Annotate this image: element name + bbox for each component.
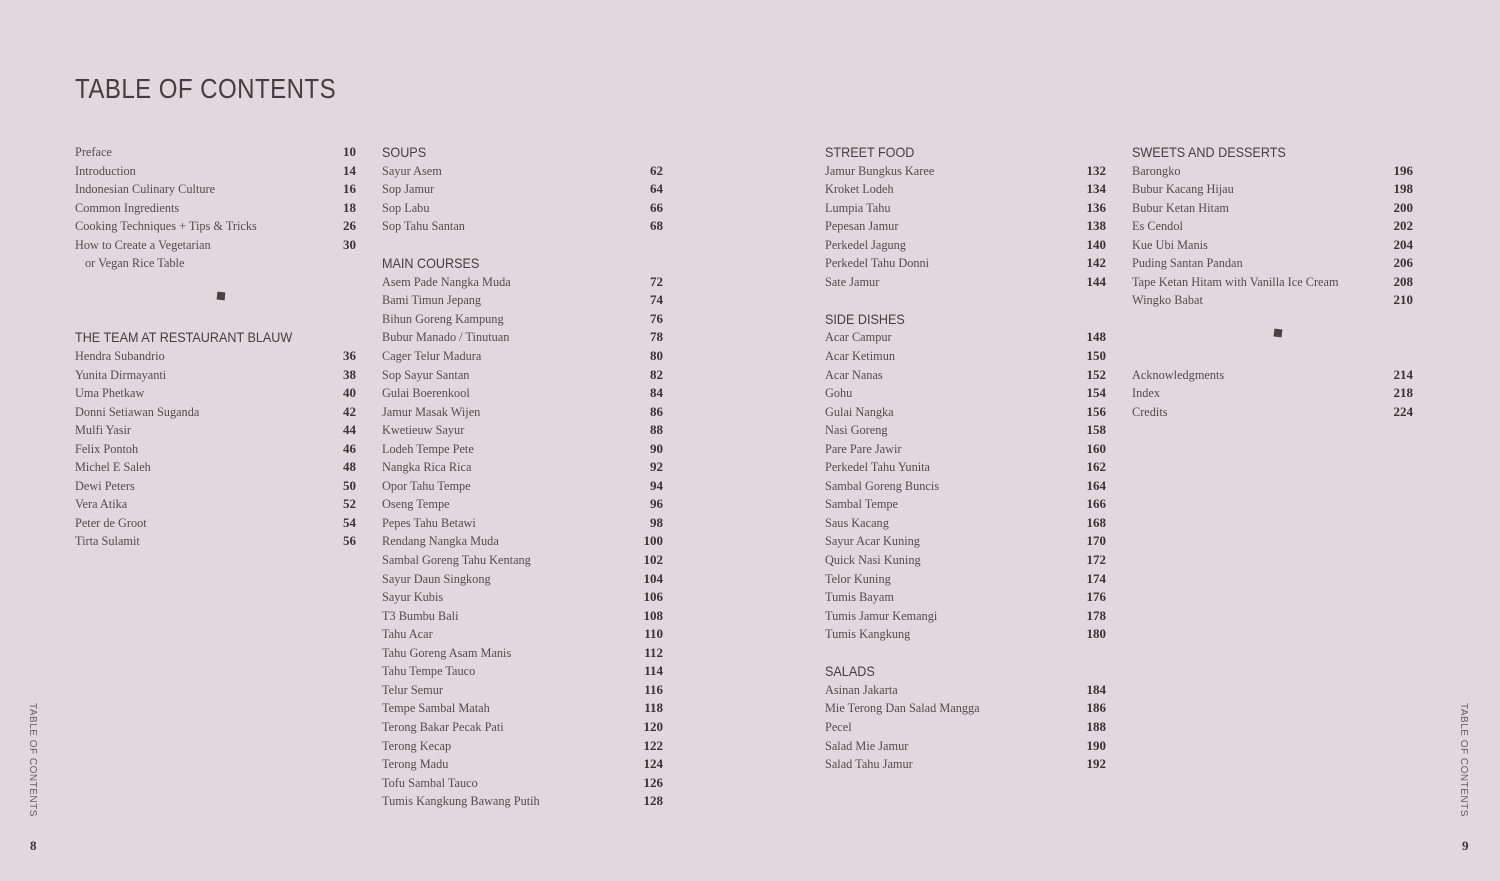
toc-entry-page: 168 xyxy=(1086,514,1106,530)
toc-entry-page: 98 xyxy=(650,514,663,530)
toc-entry-title: Donni Setiawan Suganda xyxy=(75,404,200,419)
toc-entry-title: Acar Campur xyxy=(825,330,892,345)
toc-entry-page: 92 xyxy=(650,459,663,475)
toc-entry xyxy=(1132,236,1413,255)
toc-entry-title: Indonesian Culinary Culture xyxy=(75,182,216,197)
toc-entry-title: Tumis Kangkung Bawang Putih xyxy=(382,794,540,809)
toc-entry xyxy=(382,625,663,644)
toc-entry xyxy=(382,495,663,514)
toc-entry-title: Michel E Saleh xyxy=(75,460,151,475)
section-heading-team: THE TEAM AT RESTAURANT BLAUW xyxy=(75,329,293,346)
salads-list xyxy=(825,681,1106,774)
toc-entry-page: 114 xyxy=(644,663,663,679)
toc-entry xyxy=(1132,403,1413,422)
toc-entry-title: Tirta Sulamit xyxy=(75,534,140,549)
toc-entry-page: 110 xyxy=(644,626,663,642)
toc-entry-title: Gohu xyxy=(825,386,853,401)
toc-entry-title: Sayur Asem xyxy=(382,163,442,178)
toc-entry xyxy=(825,180,1106,199)
toc-entry-title: Tumis Kangkung xyxy=(825,627,911,642)
toc-entry-title: Perkedel Tahu Donni xyxy=(825,256,930,271)
toc-entry-title: Bami Timun Jepang xyxy=(382,293,482,308)
toc-entry-page: 36 xyxy=(343,348,356,364)
toc-entry xyxy=(825,718,1106,737)
toc-column-3 xyxy=(825,143,1106,774)
toc-entry-title: Pepes Tahu Betawi xyxy=(382,515,476,530)
toc-entry xyxy=(825,737,1106,756)
toc-entry xyxy=(825,199,1106,218)
toc-entry xyxy=(825,625,1106,644)
toc-entry xyxy=(382,774,663,793)
toc-entry-page: 128 xyxy=(643,793,663,809)
toc-entry-page: 14 xyxy=(343,162,356,178)
toc-entry-page: 184 xyxy=(1086,681,1106,697)
toc-entry-page: 10 xyxy=(343,144,356,159)
toc-entry xyxy=(382,737,663,756)
toc-entry xyxy=(75,199,356,218)
toc-entry xyxy=(825,403,1106,422)
toc-entry-title: Sayur Kubis xyxy=(382,590,444,605)
toc-entry xyxy=(382,291,663,310)
toc-entry-page: 218 xyxy=(1393,385,1413,401)
toc-entry-page: 170 xyxy=(1086,533,1106,549)
toc-entry xyxy=(1132,180,1413,199)
toc-entry-title: Acknowledgments xyxy=(1132,367,1225,382)
toc-entry-page: 132 xyxy=(1086,162,1106,178)
toc-entry-title: Terong Madu xyxy=(382,757,449,772)
toc-entry xyxy=(825,477,1106,496)
page-number-left: 8 xyxy=(30,838,37,853)
toc-entry xyxy=(825,495,1106,514)
toc-entry-page: 206 xyxy=(1393,255,1413,271)
toc-entry-page: 214 xyxy=(1393,366,1413,382)
toc-entry xyxy=(382,570,663,589)
toc-entry xyxy=(825,366,1106,385)
toc-entry xyxy=(75,236,356,255)
toc-column-4 xyxy=(1132,143,1413,421)
toc-entry-page: 26 xyxy=(343,218,356,234)
toc-entry xyxy=(382,588,663,607)
main-courses-list xyxy=(382,273,663,811)
toc-entry xyxy=(382,273,663,292)
front-matter-list xyxy=(75,143,356,273)
toc-entry-title: Salad Mie Jamur xyxy=(825,738,909,753)
side-dishes-list xyxy=(825,328,1106,643)
toc-entry-title: Pare Pare Jawir xyxy=(825,441,902,456)
toc-entry-title: T3 Bumbu Bali xyxy=(382,608,459,623)
toc-entry-title: Tahu Goreng Asam Manis xyxy=(382,645,512,660)
toc-entry-page: 200 xyxy=(1393,199,1413,215)
toc-entry-title: Asinan Jakarta xyxy=(825,682,898,697)
toc-entry-page: 118 xyxy=(644,700,663,716)
toc-entry xyxy=(1132,162,1413,181)
toc-entry xyxy=(825,570,1106,589)
toc-entry-title: Telor Kuning xyxy=(825,571,891,586)
toc-entry-page: 148 xyxy=(1086,329,1106,345)
toc-entry-page: 186 xyxy=(1086,700,1106,716)
toc-entry-title: or Vegan Rice Table xyxy=(85,256,185,271)
back-matter-list xyxy=(1132,366,1413,422)
toc-entry-title: Acar Ketimun xyxy=(825,349,895,364)
toc-entry-page: 144 xyxy=(1086,273,1106,289)
toc-entry xyxy=(382,199,663,218)
toc-entry-page: 48 xyxy=(343,459,356,475)
toc-entry-page: 122 xyxy=(643,737,663,753)
toc-entry xyxy=(75,162,356,181)
toc-entry-title: Yunita Dirmayanti xyxy=(75,367,167,382)
toc-entry-title: Opor Tahu Tempe xyxy=(382,478,471,493)
toc-entry-title: Sayur Daun Singkong xyxy=(382,571,491,586)
toc-entry-page: 152 xyxy=(1086,366,1106,382)
toc-entry xyxy=(825,588,1106,607)
toc-entry-title: Sop Tahu Santan xyxy=(382,219,465,234)
toc-entry xyxy=(825,273,1106,292)
toc-entry-page: 176 xyxy=(1086,589,1106,605)
section-heading-soups: SOUPS xyxy=(382,144,427,160)
toc-entry-title: Tape Ketan Hitam with Vanilla Ice Cream xyxy=(1132,274,1339,289)
sweets-list xyxy=(1132,162,1413,310)
toc-entry xyxy=(75,254,356,273)
toc-entry-page: 112 xyxy=(644,644,663,660)
toc-entry-title: Pecel xyxy=(825,719,852,734)
toc-entry xyxy=(382,662,663,681)
toc-entry-title: Tofu Sambal Tauco xyxy=(382,775,478,790)
toc-entry xyxy=(382,162,663,181)
toc-entry xyxy=(1132,384,1413,403)
toc-entry-title: How to Create a Vegetarian xyxy=(75,237,211,252)
toc-entry xyxy=(382,458,663,477)
toc-entry-title: Saus Kacang xyxy=(825,515,889,530)
toc-entry-page: 162 xyxy=(1086,459,1106,475)
toc-entry-page: 40 xyxy=(343,385,356,401)
toc-entry-title: Salad Tahu Jamur xyxy=(825,757,913,772)
toc-entry-page: 66 xyxy=(650,199,663,215)
toc-entry-title: Introduction xyxy=(75,163,136,178)
toc-entry-page: 120 xyxy=(643,718,663,734)
team-list xyxy=(75,347,356,551)
toc-entry-title: Sambal Tempe xyxy=(825,497,899,512)
toc-entry xyxy=(75,180,356,199)
toc-entry xyxy=(382,347,663,366)
toc-entry-page: 76 xyxy=(650,310,663,326)
toc-entry xyxy=(1132,273,1413,292)
toc-entry-page: 124 xyxy=(643,756,663,772)
toc-entry-title: Sayur Acar Kuning xyxy=(825,534,920,549)
toc-entry xyxy=(825,458,1106,477)
toc-entry-title: Bubur Manado / Tinutuan xyxy=(382,330,510,345)
toc-entry-title: Preface xyxy=(75,145,112,159)
toc-entry-title: Jamur Masak Wijen xyxy=(382,404,481,419)
toc-entry xyxy=(75,347,356,366)
toc-entry-page: 204 xyxy=(1393,236,1413,252)
toc-entry-page: 104 xyxy=(643,570,663,586)
toc-entry xyxy=(825,514,1106,533)
toc-entry-title: Gulai Boerenkool xyxy=(382,386,470,401)
toc-entry xyxy=(75,458,356,477)
toc-entry xyxy=(825,532,1106,551)
toc-entry xyxy=(825,421,1106,440)
toc-entry xyxy=(825,681,1106,700)
toc-entry xyxy=(825,328,1106,347)
page-title: TABLE OF CONTENTS xyxy=(75,73,337,104)
toc-entry xyxy=(382,792,663,811)
toc-entry-title: Bubur Ketan Hitam xyxy=(1132,200,1229,215)
toc-entry-page: 68 xyxy=(650,218,663,234)
toc-entry xyxy=(1132,291,1413,310)
toc-entry xyxy=(382,310,663,329)
toc-entry-page: 126 xyxy=(643,774,663,790)
section-heading-main-courses: MAIN COURSES xyxy=(382,255,480,272)
toc-entry xyxy=(382,607,663,626)
toc-entry-title: Sop Jamur xyxy=(382,182,435,197)
toc-entry xyxy=(75,532,356,551)
toc-entry-title: Sop Labu xyxy=(382,200,430,215)
toc-entry-title: Sambal Goreng Tahu Kentang xyxy=(382,553,531,568)
toc-entry-title: Common Ingredients xyxy=(75,200,180,215)
toc-column-1 xyxy=(75,143,356,551)
toc-entry-page: 172 xyxy=(1086,552,1106,568)
toc-entry-title: Kroket Lodeh xyxy=(825,182,894,197)
toc-entry xyxy=(825,551,1106,570)
soups-list xyxy=(382,162,663,236)
toc-entry-page: 44 xyxy=(343,422,356,438)
toc-entry-page: 174 xyxy=(1086,570,1106,586)
toc-entry-page: 192 xyxy=(1086,756,1106,772)
toc-entry-title: Nangka Rica Rica xyxy=(382,460,472,475)
toc-entry-page: 142 xyxy=(1086,255,1106,271)
toc-entry xyxy=(1132,366,1413,385)
toc-entry-title: Pepesan Jamur xyxy=(825,219,899,234)
toc-entry-page: 188 xyxy=(1086,718,1106,734)
toc-entry xyxy=(825,217,1106,236)
toc-entry-page: 190 xyxy=(1086,737,1106,753)
toc-entry-page: 74 xyxy=(650,292,663,308)
toc-entry xyxy=(382,180,663,199)
toc-entry-title: Credits xyxy=(1132,404,1168,419)
toc-entry xyxy=(825,162,1106,181)
toc-entry-title: Wingko Babat xyxy=(1132,293,1203,308)
toc-entry-page: 62 xyxy=(650,162,663,178)
toc-entry-title: Terong Kecap xyxy=(382,738,452,753)
toc-entry-title: Kue Ubi Manis xyxy=(1132,237,1208,252)
toc-entry-page: 166 xyxy=(1086,496,1106,512)
toc-entry-page: 106 xyxy=(643,589,663,605)
street-food-list xyxy=(825,162,1106,292)
toc-entry-title: Barongko xyxy=(1132,163,1181,178)
toc-entry-page: 136 xyxy=(1086,199,1106,215)
toc-entry-title: Telur Semur xyxy=(382,682,443,697)
toc-entry-page: 154 xyxy=(1086,385,1106,401)
toc-entry xyxy=(382,681,663,700)
toc-entry-title: Bihun Goreng Kampung xyxy=(382,311,504,326)
divider-square-left xyxy=(217,292,226,301)
toc-entry-page: 82 xyxy=(650,366,663,382)
toc-entry-page: 178 xyxy=(1086,607,1106,623)
toc-entry xyxy=(75,217,356,236)
toc-entry-title: Perkedel Jagung xyxy=(825,237,906,252)
toc-entry xyxy=(75,421,356,440)
toc-entry xyxy=(382,328,663,347)
toc-entry-page: 156 xyxy=(1086,403,1106,419)
toc-entry-page: 56 xyxy=(343,533,356,549)
toc-entry-title: Lumpia Tahu xyxy=(825,200,891,215)
toc-entry-title: Peter de Groot xyxy=(75,515,147,530)
section-heading-side-dishes: SIDE DISHES xyxy=(825,310,905,327)
toc-entry xyxy=(825,607,1106,626)
toc-entry-title: Bubur Kacang Hijau xyxy=(1132,182,1234,197)
toc-entry-page: 208 xyxy=(1393,273,1413,289)
toc-entry-title: Nasi Goreng xyxy=(825,423,888,438)
toc-entry xyxy=(75,514,356,533)
toc-entry-title: Vera Atika xyxy=(75,497,128,512)
toc-entry-title: Tumis Jamur Kemangi xyxy=(825,608,938,623)
toc-entry-title: Tahu Acar xyxy=(382,627,433,642)
toc-entry-title: Sate Jamur xyxy=(825,274,880,289)
toc-entry xyxy=(382,366,663,385)
toc-entry-title: Asem Pade Nangka Muda xyxy=(382,274,511,289)
toc-entry xyxy=(825,254,1106,273)
toc-entry-title: Tahu Tempe Tauco xyxy=(382,664,476,679)
toc-entry-title: Tempe Sambal Matah xyxy=(382,701,490,716)
toc-entry xyxy=(75,384,356,403)
toc-entry xyxy=(382,440,663,459)
toc-entry-page: 94 xyxy=(650,477,663,493)
toc-entry-page: 72 xyxy=(650,273,663,289)
toc-entry xyxy=(75,366,356,385)
toc-entry xyxy=(382,403,663,422)
toc-entry-title: Perkedel Tahu Yunita xyxy=(825,460,931,475)
toc-entry-title: Uma Phetkaw xyxy=(75,386,145,401)
toc-entry-title: Terong Bakar Pecak Pati xyxy=(382,719,504,734)
running-head-right: TABLE OF CONTENTS xyxy=(1458,703,1469,817)
toc-entry xyxy=(382,384,663,403)
toc-entry-page: 52 xyxy=(343,496,356,512)
toc-entry-page: 46 xyxy=(343,440,356,456)
toc-entry-page: 116 xyxy=(644,681,663,697)
toc-entry-title: Jamur Bungkus Karee xyxy=(825,163,935,178)
page-number-right: 9 xyxy=(1462,838,1469,853)
toc-entry xyxy=(825,347,1106,366)
toc-entry-page: 224 xyxy=(1393,403,1413,419)
toc-entry-page: 50 xyxy=(343,477,356,493)
toc-entry xyxy=(1132,254,1413,273)
toc-entry xyxy=(75,495,356,514)
toc-entry-page: 150 xyxy=(1086,348,1106,364)
toc-entry-title: Rendang Nangka Muda xyxy=(382,534,499,549)
toc-entry xyxy=(1132,199,1413,218)
toc-entry-title: Acar Nanas xyxy=(825,367,883,382)
toc-column-2 xyxy=(382,143,663,811)
toc-entry-title: Oseng Tempe xyxy=(382,497,450,512)
toc-entry-title: Sambal Goreng Buncis xyxy=(825,478,940,493)
toc-entry-title: Mie Terong Dan Salad Mangga xyxy=(825,701,980,716)
toc-entry-title: Kwetieuw Sayur xyxy=(382,423,465,438)
running-head-left: TABLE OF CONTENTS xyxy=(27,703,38,817)
toc-entry xyxy=(382,217,663,236)
toc-entry-title: Index xyxy=(1132,386,1160,401)
toc-entry xyxy=(75,403,356,422)
toc-entry-title: Hendra Subandrio xyxy=(75,349,165,364)
toc-entry-page: 100 xyxy=(643,533,663,549)
divider-square-right xyxy=(1274,329,1283,338)
toc-entry-page: 64 xyxy=(650,181,663,197)
toc-entry xyxy=(382,718,663,737)
toc-entry xyxy=(75,477,356,496)
toc-entry-title: Cooking Techniques + Tips & Tricks xyxy=(75,219,257,234)
toc-entry-page: 16 xyxy=(343,181,356,197)
toc-entry xyxy=(825,384,1106,403)
toc-entry-page: 84 xyxy=(650,385,663,401)
toc-entry xyxy=(1132,217,1413,236)
toc-entry xyxy=(825,755,1106,774)
toc-entry-page: 202 xyxy=(1393,218,1413,234)
toc-entry-page: 78 xyxy=(650,329,663,345)
toc-entry xyxy=(75,143,356,162)
section-heading-salads: SALADS xyxy=(825,663,875,680)
toc-entry-page: 210 xyxy=(1393,292,1413,308)
toc-entry-title: Sop Sayur Santan xyxy=(382,367,470,382)
toc-entry-title: Quick Nasi Kuning xyxy=(825,553,921,568)
toc-entry-title: Mulfi Yasir xyxy=(75,423,132,438)
toc-entry xyxy=(382,421,663,440)
toc-entry xyxy=(825,236,1106,255)
toc-entry-page: 164 xyxy=(1086,477,1106,493)
toc-entry-page: 38 xyxy=(343,366,356,382)
toc-entry-page: 96 xyxy=(650,496,663,512)
toc-entry-page: 86 xyxy=(650,403,663,419)
toc-entry-page: 42 xyxy=(343,403,356,419)
toc-entry-page: 140 xyxy=(1086,236,1106,252)
toc-entry-title: Puding Santan Pandan xyxy=(1132,256,1243,271)
toc-entry-page: 198 xyxy=(1393,181,1413,197)
toc-entry xyxy=(382,755,663,774)
toc-entry-title: Dewi Peters xyxy=(75,478,135,493)
toc-entry-page: 180 xyxy=(1086,626,1106,642)
toc-entry-page: 18 xyxy=(343,199,356,215)
toc-entry xyxy=(825,440,1106,459)
toc-entry xyxy=(382,477,663,496)
section-heading-sweets: SWEETS AND DESSERTS xyxy=(1132,144,1286,160)
toc-entry-title: Gulai Nangka xyxy=(825,404,894,419)
toc-entry-title: Felix Pontoh xyxy=(75,441,139,456)
toc-entry-page: 108 xyxy=(643,607,663,623)
toc-entry xyxy=(382,644,663,663)
toc-entry xyxy=(75,440,356,459)
toc-entry xyxy=(382,551,663,570)
toc-entry-page: 138 xyxy=(1086,218,1106,234)
toc-entry-page: 158 xyxy=(1086,422,1106,438)
toc-entry-page: 196 xyxy=(1393,162,1413,178)
toc-entry-page: 30 xyxy=(343,236,356,252)
section-heading-street-food: STREET FOOD xyxy=(825,144,915,160)
toc-entry-title: Es Cendol xyxy=(1132,219,1183,234)
toc-entry xyxy=(825,699,1106,718)
toc-entry-page: 88 xyxy=(650,422,663,438)
toc-entry-title: Cager Telur Madura xyxy=(382,349,482,364)
toc-entry-title: Tumis Bayam xyxy=(825,590,894,605)
toc-entry xyxy=(382,532,663,551)
toc-entry xyxy=(382,514,663,533)
toc-entry-page: 160 xyxy=(1086,440,1106,456)
toc-entry-page: 102 xyxy=(643,552,663,568)
toc-entry-page: 54 xyxy=(343,514,356,530)
toc-entry-title: Lodeh Tempe Pete xyxy=(382,441,474,456)
toc-entry-page: 90 xyxy=(650,440,663,456)
toc-entry-page: 80 xyxy=(650,348,663,364)
toc-entry-page: 134 xyxy=(1086,181,1106,197)
toc-entry xyxy=(382,699,663,718)
